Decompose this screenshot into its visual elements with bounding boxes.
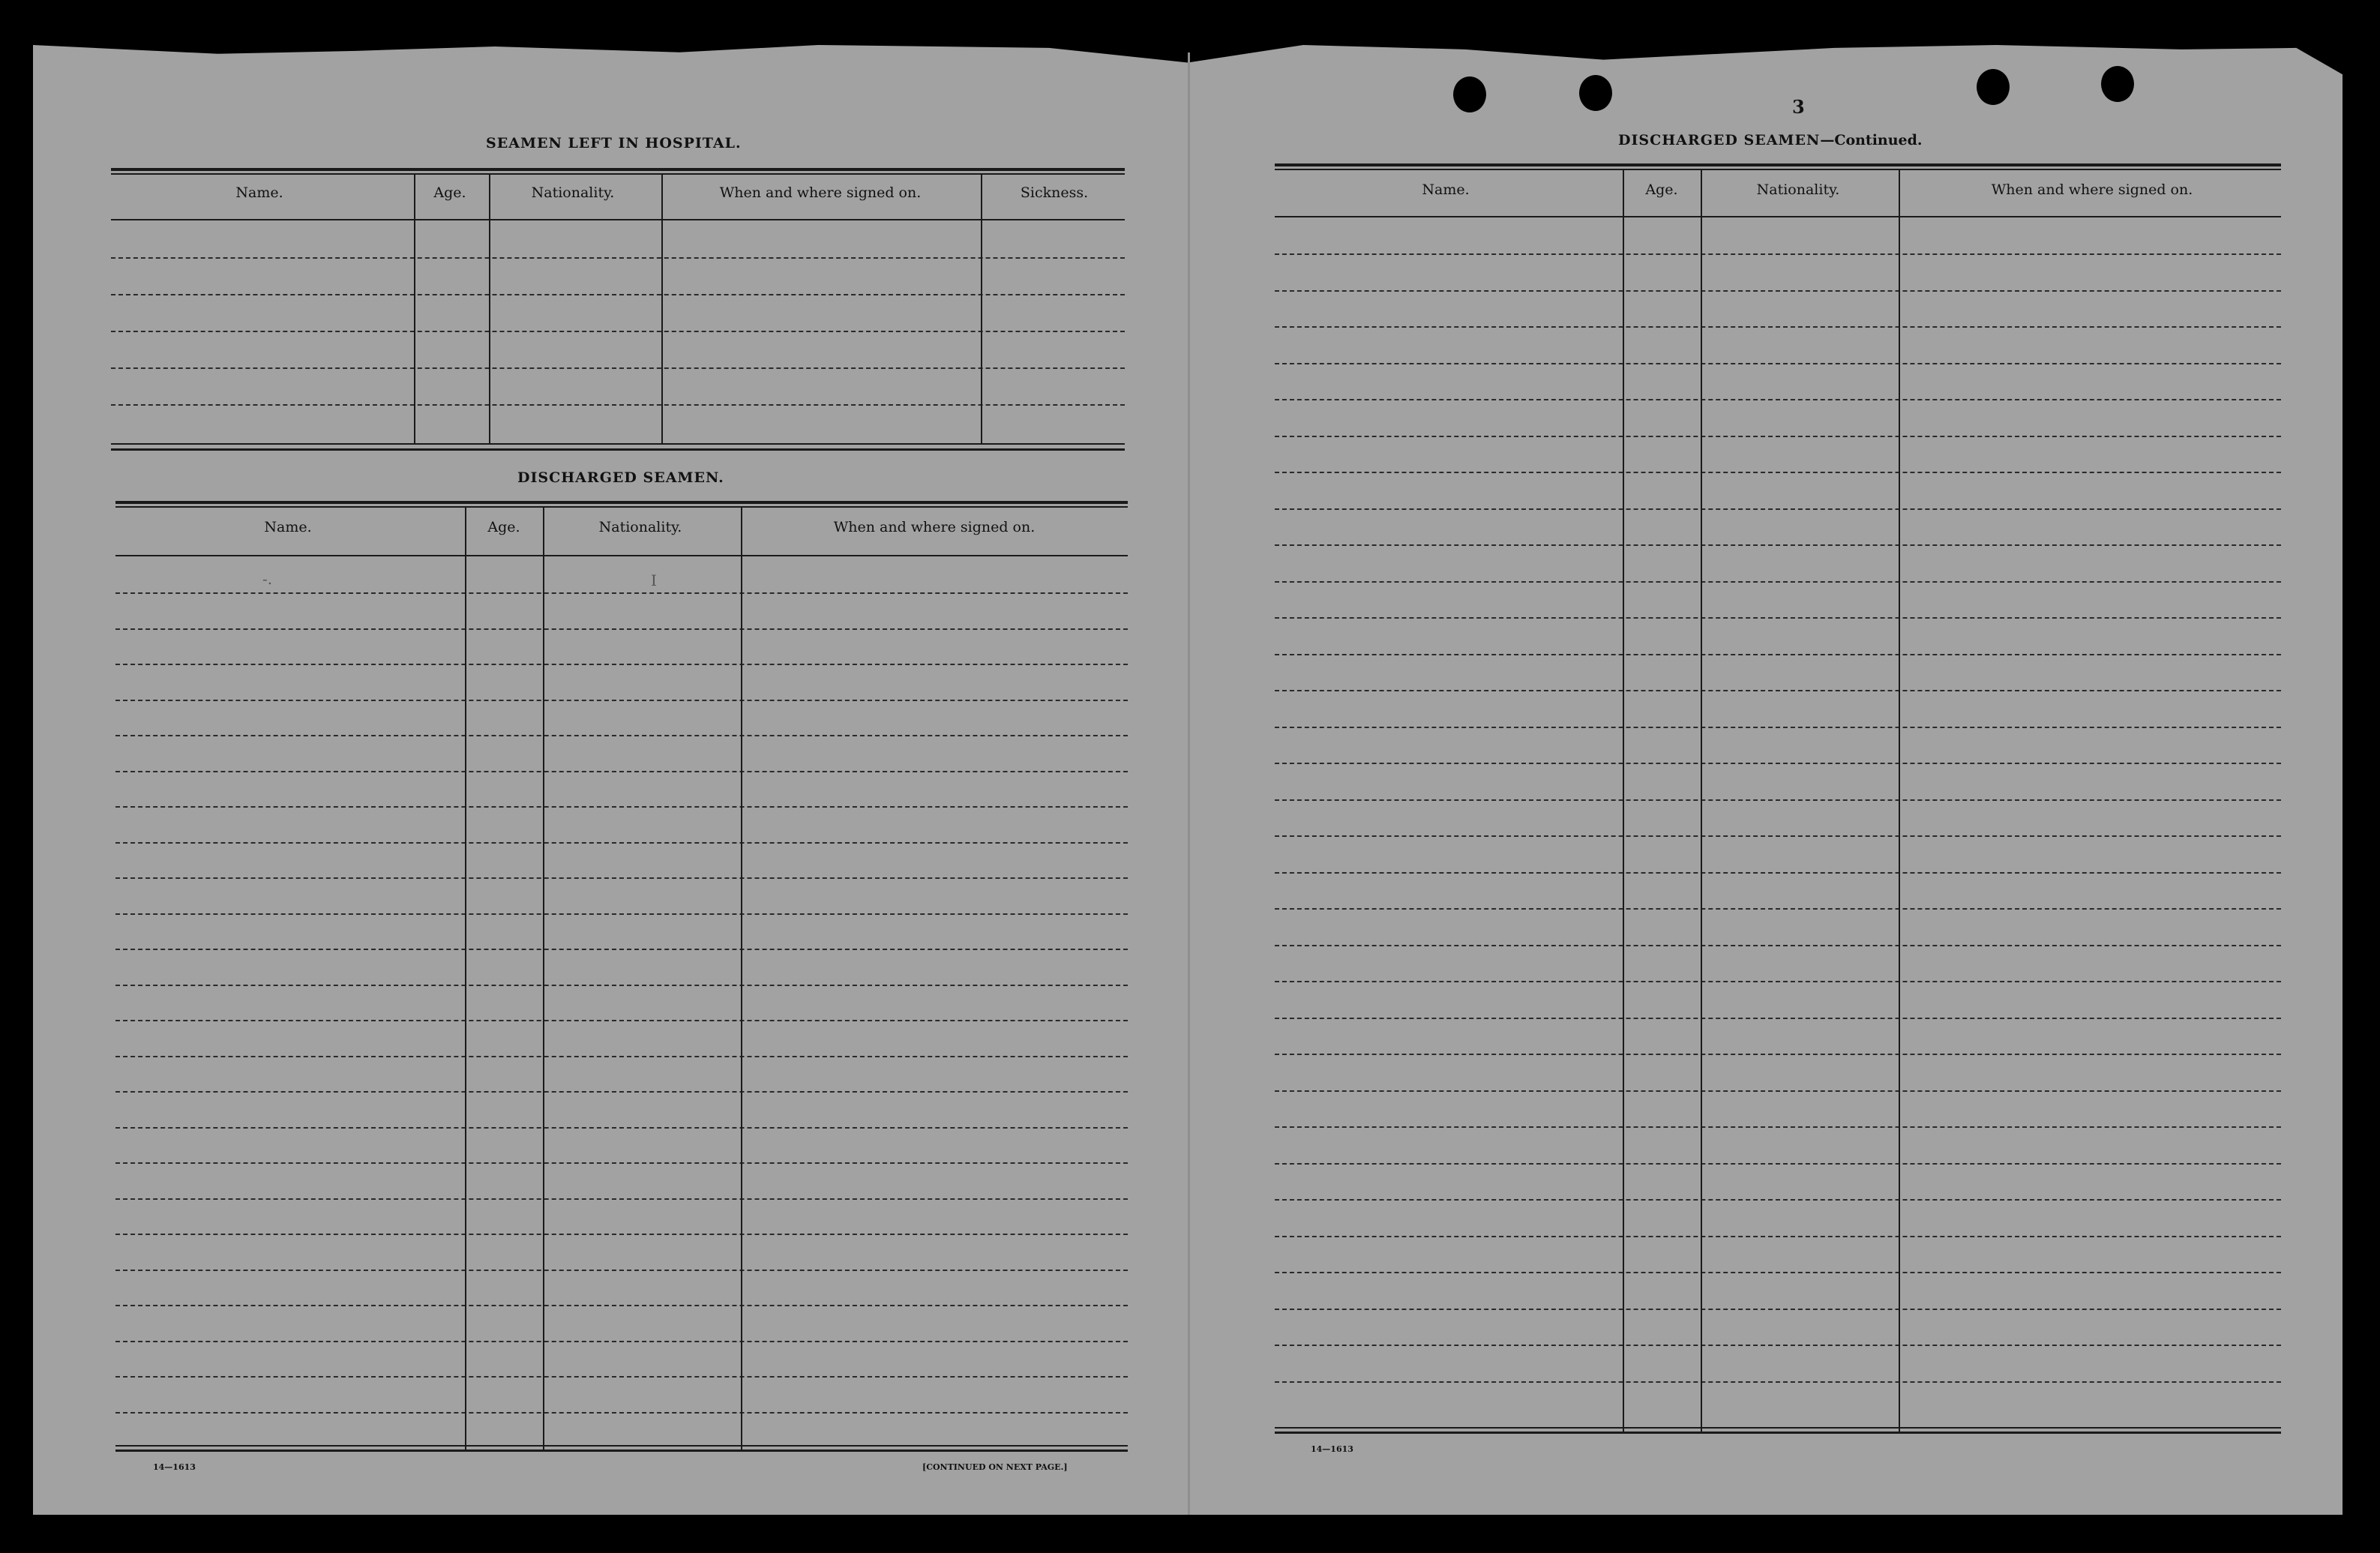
table-row-line: [1275, 508, 2281, 510]
hospital-col-nationality: Nationality.: [531, 184, 615, 201]
table-row-line: [115, 1056, 1128, 1057]
table-row-line: [1275, 1381, 2281, 1383]
table-row-line: [111, 367, 1125, 369]
table-row-line: [115, 1127, 1128, 1129]
hospital-top-rule: [111, 168, 1125, 171]
right-top-rule-thin: [1275, 169, 2281, 170]
hospital-divider: [414, 175, 415, 443]
punch-hole: [1579, 75, 1612, 111]
right-col-age: Age.: [1645, 181, 1678, 198]
right-top-rule: [1275, 163, 2281, 166]
hospital-divider: [661, 175, 663, 443]
hospital-divider: [981, 175, 982, 443]
table-row-line: [1275, 326, 2281, 328]
table-row-line: [115, 913, 1128, 915]
form-number: 14—1613: [1311, 1444, 1353, 1454]
hospital-bottom-rule-thick: [111, 448, 1125, 451]
discharged-divider: [741, 508, 742, 1451]
table-row-line: [1275, 763, 2281, 764]
table-row-line: [1275, 1090, 2281, 1092]
right-bottom-rule-thick: [1275, 1432, 2281, 1434]
table-row-line: [1275, 1345, 2281, 1346]
table-row-line: [111, 404, 1125, 406]
table-row-line: [1275, 1272, 2281, 1273]
continued-section-title: [1618, 132, 1923, 148]
table-row-line: [115, 1376, 1128, 1378]
table-row-line: [115, 771, 1128, 772]
discharged-top-rule-thin: [115, 506, 1128, 508]
table-row-line: [115, 1270, 1128, 1271]
punch-hole: [1977, 69, 2010, 105]
table-row-line: [115, 628, 1128, 630]
table-row-line: [1275, 363, 2281, 364]
discharged-col-name: Name.: [264, 519, 312, 535]
discharged-divider: [465, 508, 466, 1451]
table-row-line: [1275, 290, 2281, 292]
table-row-line: [115, 1162, 1128, 1164]
table-row-line: [115, 735, 1128, 736]
right-col-nationality: Nationality.: [1756, 181, 1840, 198]
table-row-line: [115, 1020, 1128, 1021]
table-row-line: [1275, 544, 2281, 546]
table-row-line: [115, 1091, 1128, 1093]
table-row-line: [115, 1234, 1128, 1235]
table-row-line: [115, 1198, 1128, 1200]
table-row-line: [115, 985, 1128, 986]
table-row-line: [1275, 690, 2281, 691]
discharged-bottom-rule: [115, 1445, 1128, 1447]
right-col-name: Name.: [1422, 181, 1470, 198]
continued-title-main: DISCHARGED SEAMEN: [1618, 132, 1821, 148]
punch-hole: [2101, 66, 2134, 102]
right-divider: [1623, 170, 1624, 1432]
hospital-section-title: SEAMEN LEFT IN HOSPITAL.: [486, 135, 742, 151]
table-row-line: [1275, 1199, 2281, 1201]
hospital-bottom-rule: [111, 443, 1125, 445]
table-row-line: [115, 1341, 1128, 1342]
table-row-line: [1275, 1018, 2281, 1019]
hospital-col-age: Age.: [433, 184, 466, 201]
table-row-line: [1275, 581, 2281, 583]
discharged-col-age: Age.: [487, 519, 520, 535]
table-row-line: [1275, 472, 2281, 473]
table-row-line: [1275, 1054, 2281, 1055]
table-row-line: [1275, 654, 2281, 655]
right-divider: [1701, 170, 1702, 1432]
right-divider: [1899, 170, 1900, 1432]
table-row-line: [115, 1412, 1128, 1414]
table-row-line: [1275, 253, 2281, 255]
discharged-header-rule: [115, 555, 1128, 556]
table-row-line: [115, 949, 1128, 950]
discharged-col-nationality: Nationality.: [598, 519, 682, 535]
faint-mark: -.: [262, 570, 273, 588]
table-row-line: [115, 842, 1128, 844]
table-row-line: [1275, 1309, 2281, 1310]
form-number: 14—1613: [153, 1462, 196, 1472]
hospital-header-rule: [111, 219, 1125, 220]
table-row-line: [1275, 436, 2281, 437]
page-fold: [1188, 52, 1190, 1515]
discharged-section-title: DISCHARGED SEAMEN.: [517, 469, 724, 486]
hospital-col-signed-on: When and where signed on.: [719, 184, 922, 201]
table-row-line: [115, 1305, 1128, 1306]
table-row-line: [1275, 1236, 2281, 1237]
table-row-line: [111, 257, 1125, 259]
table-row-line: [1275, 399, 2281, 400]
table-row-line: [1275, 1126, 2281, 1128]
continued-note: [CONTINUED ON NEXT PAGE.]: [922, 1462, 1068, 1472]
table-row-line: [1275, 908, 2281, 910]
hospital-top-rule-thin: [111, 173, 1125, 175]
page-number: 3: [1792, 96, 1805, 118]
punch-hole: [1453, 76, 1486, 112]
table-row-line: [1275, 1163, 2281, 1165]
table-row-line: [115, 806, 1128, 808]
discharged-divider: [543, 508, 544, 1451]
table-row-line: [115, 700, 1128, 701]
table-row-line: [111, 331, 1125, 332]
table-row-line: [1275, 981, 2281, 982]
hospital-divider: [489, 175, 490, 443]
discharged-top-rule: [115, 501, 1128, 504]
continued-title-suffix: —Continued.: [1820, 132, 1923, 148]
right-header-rule: [1275, 216, 2281, 217]
table-row-line: [1275, 835, 2281, 837]
table-row-line: [1275, 799, 2281, 801]
table-row-line: [1275, 945, 2281, 946]
table-row-line: [115, 877, 1128, 879]
table-row-line: [115, 592, 1128, 594]
right-col-signed-on: When and where signed on.: [1991, 181, 2193, 198]
hospital-col-name: Name.: [235, 184, 283, 201]
table-row-line: [1275, 727, 2281, 728]
discharged-bottom-rule-thick: [115, 1450, 1128, 1452]
right-bottom-rule: [1275, 1427, 2281, 1429]
table-row-line: [1275, 872, 2281, 874]
discharged-col-signed-on: When and where signed on.: [833, 519, 1036, 535]
hospital-col-sickness: Sickness.: [1020, 184, 1089, 201]
table-row-line: [1275, 617, 2281, 619]
table-row-line: [111, 294, 1125, 295]
table-row-line: [115, 664, 1128, 665]
faint-mark: I: [651, 571, 657, 589]
